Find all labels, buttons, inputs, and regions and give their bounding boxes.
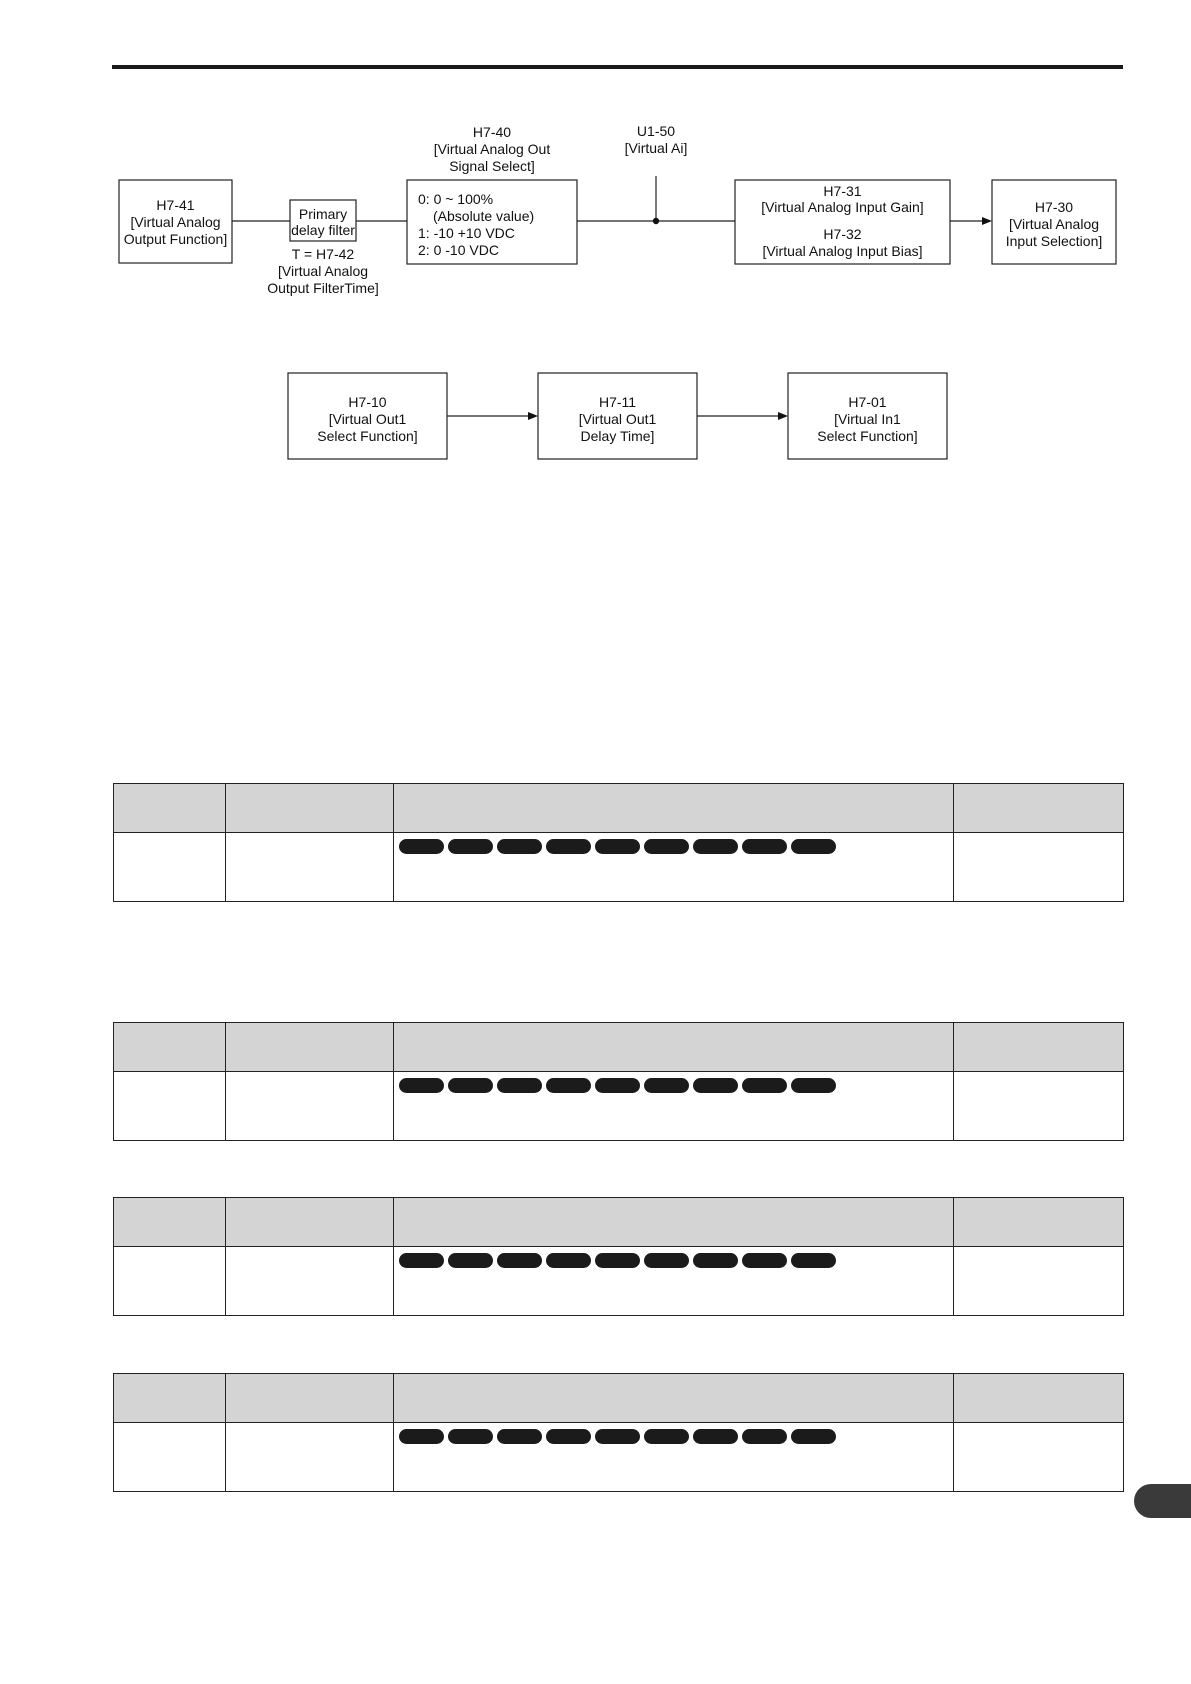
cell-no (114, 833, 226, 902)
mode-indicator-pill (497, 1253, 542, 1268)
cell-name (226, 1423, 394, 1492)
parameter-table (113, 1197, 1124, 1316)
mode-indicator-pill (595, 1429, 640, 1444)
h7-11-line1: H7-11 (598, 394, 637, 410)
header-cell-name (226, 1374, 394, 1423)
cell-name (226, 1072, 394, 1141)
filter-line1: Primary (298, 206, 348, 222)
h7-10-line3: Select Function] (317, 428, 418, 444)
cell-no (114, 1072, 226, 1141)
header-cell-description (394, 1374, 954, 1423)
cell-description (394, 1072, 954, 1141)
header-cell-no (114, 784, 226, 833)
header-cell-range (954, 1023, 1124, 1072)
mode-indicator-pill (546, 839, 591, 854)
h7-41-line2: [Virtual Analog (130, 214, 221, 230)
header-cell-name (226, 1198, 394, 1247)
parameter-table (113, 1373, 1124, 1492)
mode-indicator-pill (448, 1253, 493, 1268)
h7-30-line1: H7-30 (1034, 199, 1074, 215)
h7-40-option-0: 0: 0 ~ 100% (418, 191, 494, 207)
mode-indicator-pill (399, 1429, 444, 1444)
drive-mode-indicators (394, 833, 953, 854)
header-cell-range (954, 1198, 1124, 1247)
mode-indicator-pill (595, 1078, 640, 1093)
mode-indicator-pill (693, 1078, 738, 1093)
mode-indicator-pill (399, 1253, 444, 1268)
mode-indicator-pill (497, 839, 542, 854)
mode-indicator-pill (644, 1078, 689, 1093)
mode-indicator-pill (448, 1078, 493, 1093)
drive-mode-indicators (394, 1423, 953, 1444)
filter-caption-line1: T = H7-42 (291, 246, 355, 262)
cell-description (394, 1247, 954, 1316)
cell-no (114, 1247, 226, 1316)
filter-line2: delay filter (291, 222, 355, 238)
header-cell-description (394, 1198, 954, 1247)
h7-11-line3: Delay Time] (580, 428, 655, 444)
header-cell-description (394, 1023, 954, 1072)
mode-indicator-pill (497, 1429, 542, 1444)
cell-range (954, 1247, 1124, 1316)
mode-indicator-pill (546, 1078, 591, 1093)
mode-indicator-pill (742, 839, 787, 854)
arrow-head (778, 412, 788, 420)
mode-indicator-pill (399, 839, 444, 854)
header-cell-description (394, 784, 954, 833)
mode-indicator-pill (448, 839, 493, 854)
filter-caption-line3: Output FilterTime] (267, 280, 379, 296)
mode-indicator-pill (399, 1078, 444, 1093)
h7-01-line1: H7-01 (848, 394, 887, 410)
cell-name (226, 833, 394, 902)
mode-indicator-pill (791, 839, 836, 854)
gain-bias-line3: H7-32 (823, 226, 862, 242)
gain-bias-line4: [Virtual Analog Input Bias] (762, 243, 923, 259)
mode-indicator-pill (791, 1253, 836, 1268)
mode-indicator-pill (791, 1078, 836, 1093)
filter-caption-line2: [Virtual Analog (277, 263, 369, 279)
h7-01-line2: [Virtual In1 (834, 411, 901, 427)
h7-10-line1: H7-10 (348, 394, 387, 410)
mode-indicator-pill (644, 839, 689, 854)
header-cell-name (226, 784, 394, 833)
mode-indicator-pill (742, 1429, 787, 1444)
mode-indicator-pill (742, 1253, 787, 1268)
arrow-head (982, 217, 992, 225)
mode-indicator-pill (595, 1253, 640, 1268)
header-cell-range (954, 1374, 1124, 1423)
mode-indicator-pill (644, 1253, 689, 1268)
mode-indicator-pill (791, 1429, 836, 1444)
h7-40-option-1: 1: -10 +10 VDC (418, 225, 515, 241)
mode-indicator-pill (693, 839, 738, 854)
junction-dot (653, 218, 659, 224)
h7-30-line2: [Virtual Analog (1008, 216, 1100, 232)
h7-30-line3: Input Selection] (1005, 233, 1103, 249)
header-cell-no (114, 1023, 226, 1072)
parameter-table (113, 1022, 1124, 1141)
mode-indicator-pill (595, 839, 640, 854)
chapter-side-tab (1134, 1484, 1191, 1518)
drive-mode-indicators (394, 1072, 953, 1093)
u1-50-label-line1: U1-50 (636, 123, 676, 139)
header-cell-no (114, 1198, 226, 1247)
u1-50-label-line2: [Virtual Ai] (624, 140, 688, 156)
cell-no (114, 1423, 226, 1492)
h7-10-line2: [Virtual Out1 (328, 411, 407, 427)
signal-flow-diagram (0, 0, 1191, 500)
parameter-table (113, 783, 1124, 902)
mode-indicator-pill (546, 1253, 591, 1268)
cell-range (954, 833, 1124, 902)
mode-indicator-pill (497, 1078, 542, 1093)
cell-description (394, 1423, 954, 1492)
header-cell-name (226, 1023, 394, 1072)
header-cell-no (114, 1374, 226, 1423)
gain-bias-line1: H7-31 (823, 183, 862, 199)
cell-name (226, 1247, 394, 1316)
cell-range (954, 1423, 1124, 1492)
arrow-head (528, 412, 538, 420)
h7-40-label-line1: H7-40 (472, 124, 512, 140)
h7-41-line1: H7-41 (156, 197, 195, 213)
mode-indicator-pill (693, 1429, 738, 1444)
mode-indicator-pill (742, 1078, 787, 1093)
h7-40-option-2: 2: 0 -10 VDC (418, 242, 499, 258)
mode-indicator-pill (644, 1429, 689, 1444)
h7-40-option-0-note: (Absolute value) (433, 208, 535, 224)
header-cell-range (954, 784, 1124, 833)
mode-indicator-pill (693, 1253, 738, 1268)
cell-range (954, 1072, 1124, 1141)
drive-mode-indicators (394, 1247, 953, 1268)
h7-40-label-line3: Signal Select] (449, 158, 535, 174)
mode-indicator-pill (546, 1429, 591, 1444)
h7-11-line2: [Virtual Out1 (578, 411, 657, 427)
h7-40-label-line2: [Virtual Analog Out (433, 141, 551, 157)
gain-bias-line2: [Virtual Analog Input Gain] (761, 199, 924, 215)
h7-41-line3: Output Function] (123, 231, 228, 247)
cell-description (394, 833, 954, 902)
h7-01-line3: Select Function] (817, 428, 918, 444)
mode-indicator-pill (448, 1429, 493, 1444)
